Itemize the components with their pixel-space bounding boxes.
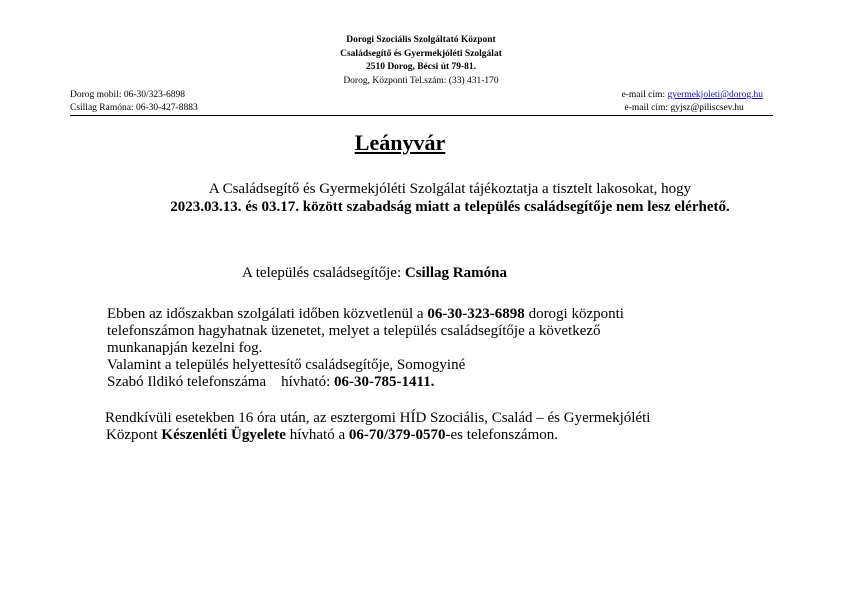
text: dorogi központi — [524, 306, 624, 322]
on-call-service: Készenléti Ügyelete — [161, 427, 286, 443]
text: Szabó Ildikó telefonszáma hívható: — [107, 374, 335, 390]
letterhead — [0, 34, 842, 88]
caseworker-label: A település családsegítője: — [242, 265, 402, 281]
email-gyjsz: gyjsz@piliscsev.hu — [670, 103, 744, 113]
substitute-phone-number: 06-30-785-1411. — [334, 374, 435, 390]
intro-line: A Családsegítő és Gyermekjóléti Szolgálat tájékoztatja a tisztelt lakosokat, hogy — [208, 181, 692, 197]
right-contacts — [622, 89, 763, 115]
caseworker-phone: Csillag Ramóna: 06-30-427-8883 — [70, 103, 198, 113]
central-phone: Dorog, Központi Tel.szám: (33) 431-170 — [343, 75, 499, 86]
intro-bold-notice: 2023.03.13. és 03.17. között szabadság miatt a település családsegítője nem lesz elérhető. — [170, 198, 730, 215]
text: Ebben az időszakban szolgálati időben közvetlenül a — [107, 306, 428, 322]
text: munkanapján kezelni fog. — [107, 340, 263, 356]
left-contacts — [70, 89, 198, 115]
text: Valamint a település helyettesítő családsegítője, Somogyiné — [107, 357, 466, 373]
service-name: Családsegítő és Gyermekjóléti Szolgálat — [340, 48, 502, 59]
email-label: e-mail cím: — [621, 90, 666, 100]
caseworker-line — [242, 265, 507, 282]
on-call-phone-number: 06-70/379-0570 — [348, 427, 446, 443]
central-phone-number: 06-30-323-6898 — [427, 306, 525, 322]
document-title: Leányvár — [354, 130, 446, 155]
text: -es telefonszámon. — [445, 427, 558, 443]
body-paragraph-1 — [107, 306, 624, 391]
text: telefonszámon hagyhatnak üzenetet, melyet a település családsegítője a következő — [107, 323, 601, 339]
intro-paragraph — [130, 181, 770, 216]
dorog-mobile: Dorog mobil: 06-30/323-6898 — [70, 90, 186, 100]
email-label: e-mail cím: — [624, 103, 669, 113]
header-divider — [70, 115, 773, 116]
text: Rendkívüli esetekben 16 óra után, az esztergomi HÍD Szociális, Család – és Gyermekjóléti — [105, 410, 651, 426]
body-paragraph-2 — [105, 410, 650, 444]
caseworker-name: Csillag Ramóna — [404, 265, 507, 281]
text: hívható a — [285, 427, 349, 443]
address: 2510 Dorog, Bécsi út 79-81. — [365, 62, 477, 72]
text: Központ — [106, 427, 162, 443]
email-link-gyermekjoleti[interactable]: gyermekjoleti@dorog.hu — [667, 90, 763, 100]
org-name: Dorogi Szociális Szolgáltató Központ — [346, 35, 496, 45]
